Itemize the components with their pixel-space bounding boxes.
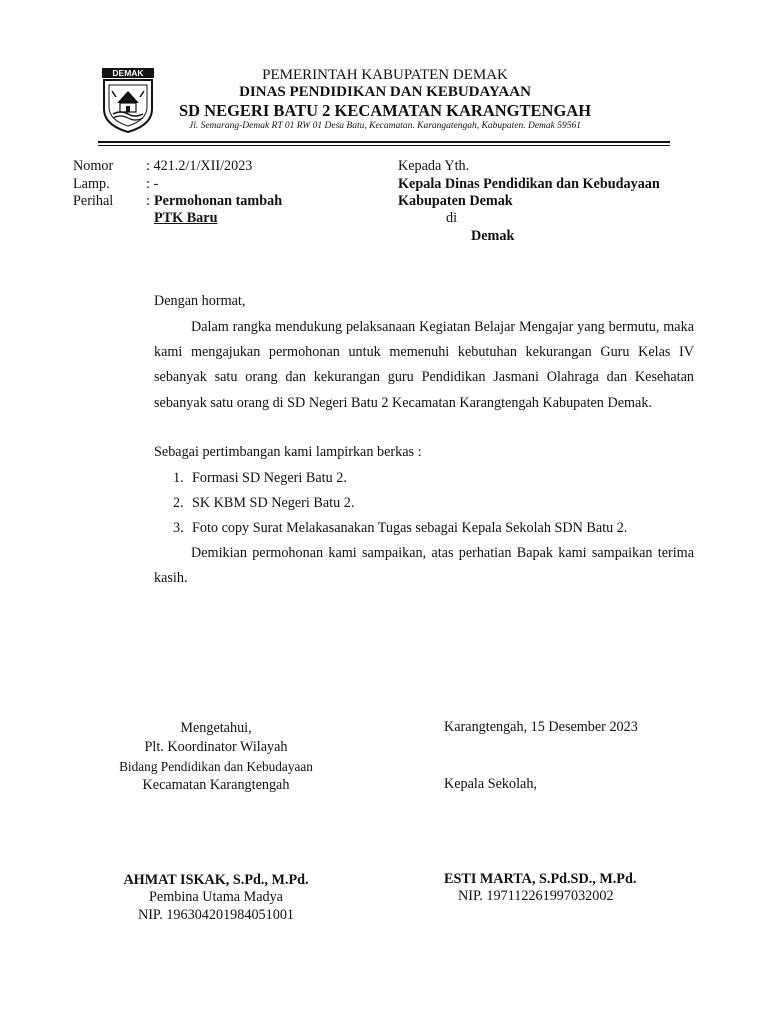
perihal-colon: : <box>146 193 150 209</box>
signature-left-acknowledged: Mengetahui, <box>180 720 252 736</box>
list-item: 2. SK KBM SD Negeri Batu 2. <box>173 495 355 512</box>
closing-paragraph <box>154 541 694 591</box>
letterhead-rule-thin <box>98 145 670 146</box>
signature-left-identity <box>98 871 334 925</box>
letterhead-government: PEMERINTAH KABUPATEN DEMAK <box>262 67 508 83</box>
letterhead-rule-thick <box>98 141 670 143</box>
principal-title: Kepala Sekolah, <box>444 776 537 792</box>
signature-left-name: AHMAT ISKAK, S.Pd., M.Pd. <box>123 872 309 888</box>
recipient-di: di <box>446 210 458 226</box>
signature-left-district: Kecamatan Karangtengah <box>142 777 290 793</box>
principal-nip: NIP. 197112261997032002 <box>458 888 614 904</box>
body-paragraph <box>154 315 694 416</box>
letterhead-school-name: SD NEGERI BATU 2 KECAMATAN KARANGTENGAH <box>178 101 592 120</box>
lamp-label: Lamp. <box>73 176 110 192</box>
nomor-label: Nomor <box>73 158 114 174</box>
attachments-list <box>154 466 694 542</box>
signature-left-block <box>98 719 334 795</box>
regency-emblem-logo <box>101 67 155 133</box>
svg-text:DEMAK: DEMAK <box>112 68 144 78</box>
letterhead-address: Jl. Semarang-Demak RT 01 RW 01 Desa Batu, Kecamatan. Karangatengah, Kabupaten. Demak 59561 <box>188 121 581 131</box>
perihal-subject-line2: PTK Baru <box>154 210 218 226</box>
recipient-line1: Kepala Dinas Pendidikan dan Kebudayaan <box>398 176 660 192</box>
recipient-greeting: Kepada Yth. <box>398 158 470 174</box>
recipient-city: Demak <box>471 228 515 244</box>
lamp-value: : - <box>146 176 159 192</box>
principal-name: ESTI MARTA, S.Pd.SD., M.Pd. <box>444 871 637 887</box>
body-paragraph-text: Dalam rangka mendukung pelaksanaan Kegiatan Belajar Mengajar yang bermutu, maka kami mengajukan permohonan untuk memenuhi kebutuhan kekurangan Guru Kelas IV sebanyak satu orang dan kekurangan guru Pendidikan Jasmani Olahraga dan Kesehatan sebanyak satu orang di SD Negeri Batu 2 Kecamatan Karangtengah Kabupaten Demak. <box>154 319 694 411</box>
perihal-label: Perihal <box>73 193 114 209</box>
recipient-line2: Kabupaten Demak <box>398 193 513 209</box>
perihal-subject-line1: Permohonan tambah <box>154 193 283 209</box>
signature-left-field: Bidang Pendidikan dan Kebudayaan <box>119 759 313 774</box>
attachments-intro: Sebagai pertimbangan kami lampirkan berkas : <box>154 444 422 460</box>
signature-left-rank: Pembina Utama Madya <box>149 889 283 905</box>
signature-left-nip: NIP. 196304201984051001 <box>137 907 295 923</box>
list-item: 3. Foto copy Surat Melakasanakan Tugas sebagai Kepala Sekolah SDN Batu 2. <box>173 520 628 537</box>
nomor-value: : 421.2/1/XII/2023 <box>146 158 253 174</box>
closing-text: Demikian permohonan kami sampaikan, atas perhatian Bapak kami sampaikan terima kasih. <box>154 545 694 587</box>
list-item: 1. Formasi SD Negeri Batu 2. <box>173 470 347 486</box>
signature-left-position: Plt. Koordinator Wilayah <box>144 739 288 755</box>
salutation: Dengan hormat, <box>154 293 246 309</box>
place-date: Karangtengah, 15 Desember 2023 <box>444 719 638 735</box>
letterhead-department: DINAS PENDIDIKAN DAN KEBUDAYAAN <box>239 84 531 100</box>
